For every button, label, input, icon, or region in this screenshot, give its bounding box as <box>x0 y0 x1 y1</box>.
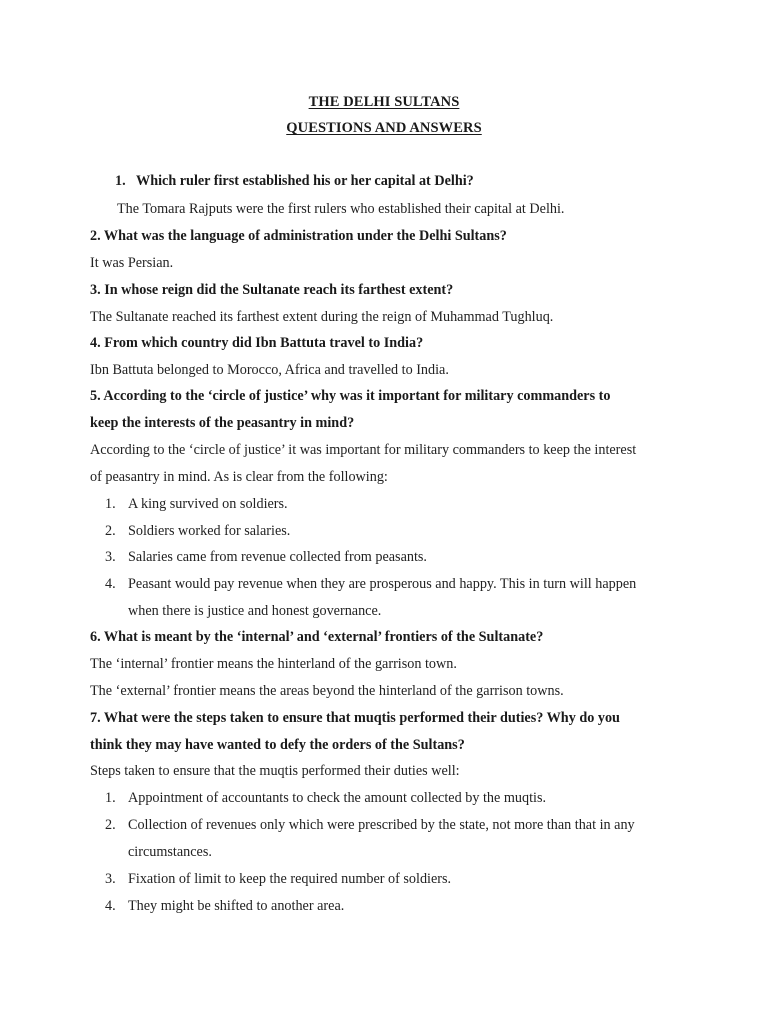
answer-3: The Sultanate reached its farthest extent during the reign of Muhammad Tughluq. <box>90 309 554 325</box>
list-item-number: 1. <box>105 790 116 806</box>
list-item-number: 4. <box>105 576 116 592</box>
list-item: A king survived on soldiers. <box>128 496 288 512</box>
list-item-continuation: when there is justice and honest governance. <box>128 603 382 619</box>
answer-1: The Tomara Rajputs were the first rulers who established their capital at Delhi. <box>117 201 565 217</box>
question-1-number: 1. <box>115 173 126 189</box>
list-item: Appointment of accountants to check the amount collected by the muqtis. <box>128 790 547 806</box>
list-item-number: 4. <box>105 898 116 914</box>
list-item-number: 2. <box>105 523 116 539</box>
answer-4: Ibn Battuta belonged to Morocco, Africa and travelled to India. <box>90 362 449 378</box>
answer-7: Steps taken to ensure that the muqtis performed their duties well: <box>90 763 460 779</box>
question-6: 6. What is meant by the ‘internal’ and ‘external’ frontiers of the Sultanate? <box>90 629 544 645</box>
list-item: Salaries came from revenue collected from peasants. <box>128 549 427 565</box>
question-4: 4. From which country did Ibn Battuta travel to India? <box>90 335 424 351</box>
answer-2: It was Persian. <box>90 255 174 271</box>
list-item: They might be shifted to another area. <box>128 898 345 914</box>
question-5-line-1: 5. According to the ‘circle of justice’ why was it important for military commanders to <box>90 388 611 404</box>
list-item-number: 2. <box>105 817 116 833</box>
document-title: THE DELHI SULTANS <box>308 94 460 110</box>
question-1: Which ruler first established his or her capital at Delhi? <box>136 173 474 189</box>
list-item: Collection of revenues only which were prescribed by the state, not more than that in any <box>128 817 635 833</box>
answer-5-line-1: According to the ‘circle of justice’ it was important for military commanders to keep the interest <box>90 442 637 458</box>
question-3: 3. In whose reign did the Sultanate reach its farthest extent? <box>90 282 454 298</box>
question-7-line-2: think they may have wanted to defy the orders of the Sultans? <box>90 737 465 753</box>
question-7-line-1: 7. What were the steps taken to ensure that muqtis performed their duties? Why do you <box>90 710 620 726</box>
question-5-line-2: keep the interests of the peasantry in mind? <box>90 415 355 431</box>
list-item: Peasant would pay revenue when they are prosperous and happy. This in turn will happen <box>128 576 637 592</box>
answer-6-line-2: The ‘external’ frontier means the areas beyond the hinterland of the garrison towns. <box>90 683 564 699</box>
question-2: 2. What was the language of administration under the Delhi Sultans? <box>90 228 507 244</box>
list-item: Soldiers worked for salaries. <box>128 523 291 539</box>
document-subtitle: QUESTIONS AND ANSWERS <box>286 120 482 136</box>
list-item: Fixation of limit to keep the required number of soldiers. <box>128 871 452 887</box>
list-item-number: 1. <box>105 496 116 512</box>
list-item-number: 3. <box>105 871 116 887</box>
list-item-number: 3. <box>105 549 116 565</box>
list-item-continuation: circumstances. <box>128 844 212 860</box>
answer-5-line-2: of peasantry in mind. As is clear from the following: <box>90 469 388 485</box>
answer-6-line-1: The ‘internal’ frontier means the hinterland of the garrison town. <box>90 656 457 672</box>
